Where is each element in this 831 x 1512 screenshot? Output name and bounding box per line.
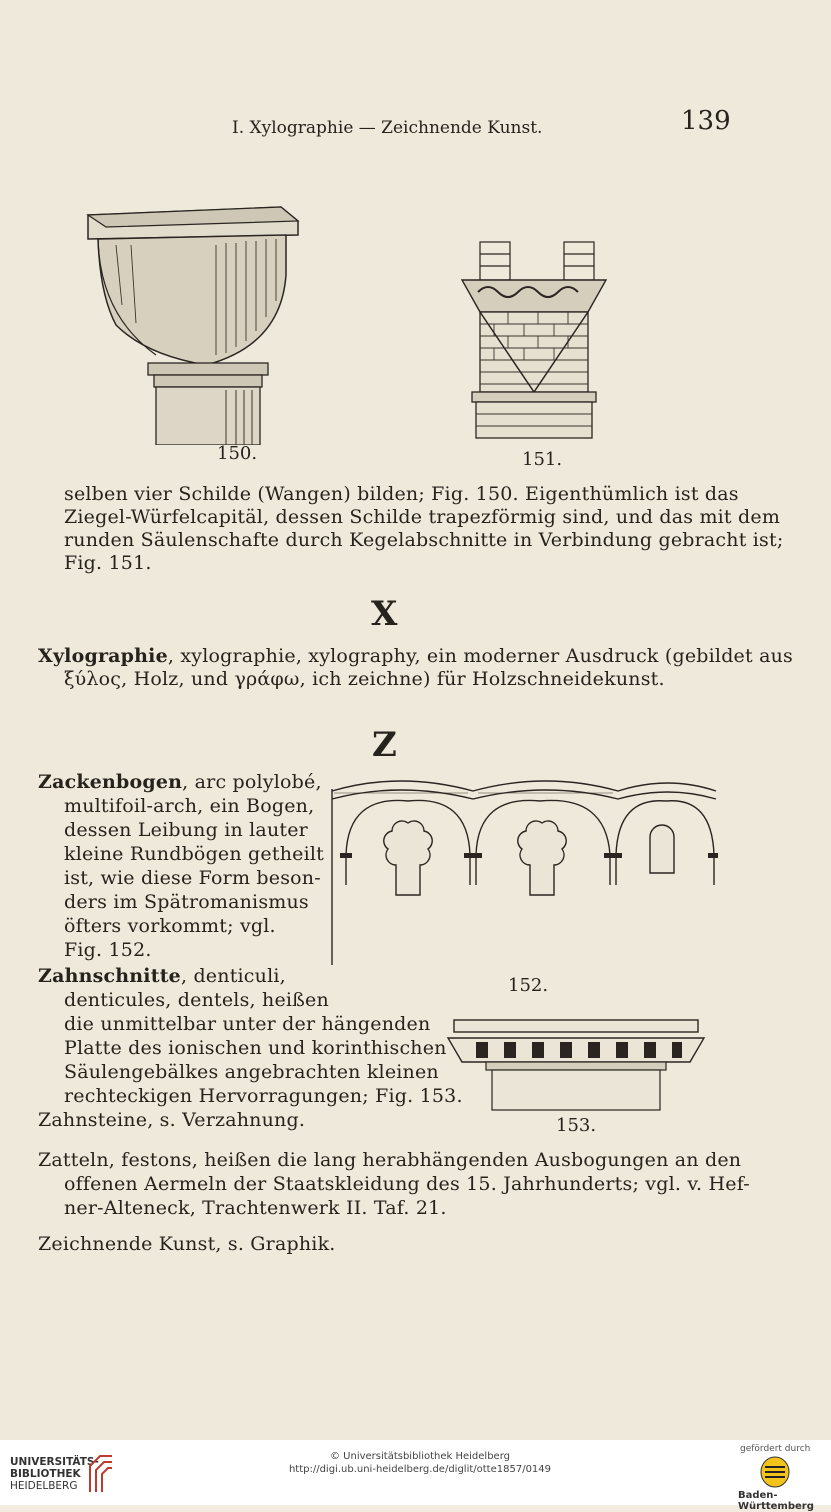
entry-xylographie — [38, 645, 793, 668]
figure-150-cushion-capital — [86, 205, 306, 445]
entry-text: , xylographie, xylography, ein moderner Ausdruck (gebildet aus — [167, 645, 793, 667]
figure-151-brick-capital — [458, 240, 608, 440]
figure-153-label: 153. — [556, 1115, 597, 1136]
text-line: ner-Alteneck, Trachtenwerk II. Taf. 21. — [64, 1197, 447, 1219]
figure-152-multifoil-arches — [328, 775, 720, 965]
library-line: BIBLIOTHEK — [10, 1468, 81, 1480]
text-line: runden Säulenschafte durch Kegelabschnitte in Verbindung gebracht ist; — [64, 529, 784, 551]
entry-zahnschnitte — [38, 965, 286, 988]
text-line: Fig. 152. — [64, 939, 152, 961]
entry-zatteln: Zatteln, festons, heißen die lang herabhängenden Ausbogungen an den — [38, 1149, 742, 1171]
text-line: Säulengebälkes angebrachten kleinen — [64, 1061, 439, 1083]
entry-term: Xylographie — [38, 645, 168, 667]
section-letter-z: Z — [372, 725, 397, 765]
sponsor-label: gefördert durch — [740, 1444, 811, 1454]
entry-text: , denticuli, — [180, 965, 286, 987]
figure-151-label: 151. — [522, 449, 563, 470]
entry-zeichnende-kunst: Zeichnende Kunst, s. Graphik. — [38, 1233, 336, 1255]
text-line: denticules, dentels, heißen — [64, 989, 329, 1011]
footer-bar — [0, 1440, 831, 1512]
text-line: öfters vorkommt; vgl. — [64, 915, 276, 937]
text-line: multifoil-arch, ein Bogen, — [64, 795, 315, 817]
text-line: Fig. 151. — [64, 552, 152, 574]
library-line: UNIVERSITÄTS- — [10, 1456, 99, 1468]
state-name: Baden-Württemberg — [738, 1490, 814, 1512]
text-line: ξύλος, Holz, und γράφω, ich zeichne) für Holzschneidekunst. — [64, 668, 665, 690]
state-coat-of-arms-icon — [760, 1456, 790, 1488]
text-line: offenen Aermeln der Staatskleidung des 15. Jahrhunderts; vgl. v. Hef- — [64, 1173, 750, 1195]
text-line: Ziegel-Würfelcapitäl, dessen Schilde trapezförmig sind, und das mit dem — [64, 506, 781, 528]
text-line: die unmittelbar unter der hängenden — [64, 1013, 431, 1035]
library-logo-icon — [86, 1452, 116, 1494]
entry-zahnsteine: Zahnsteine, s. Verzahnung. — [38, 1109, 306, 1131]
figure-153-dentil-cornice — [446, 1018, 706, 1114]
text-line: ist, wie diese Form beson- — [64, 867, 321, 889]
text-line: ders im Spätromanismus — [64, 891, 309, 913]
source-url[interactable]: http://digi.ub.uni-heidelberg.de/diglit/otte1857/0149 — [288, 1464, 552, 1475]
copyright: © Universitätsbibliothek Heidelberg — [329, 1451, 510, 1462]
text-line: dessen Leibung in lauter — [64, 819, 308, 841]
entry-text: , arc polylobé, — [182, 771, 322, 793]
entry-term: Zahnschnitte — [38, 965, 181, 987]
text-line: kleine Rundbögen getheilt — [64, 843, 324, 865]
entry-term: Zackenbogen — [38, 771, 183, 793]
text-line: rechteckigen Hervorragungen; Fig. 153. — [64, 1085, 463, 1107]
library-line: HEIDELBERG — [10, 1480, 78, 1492]
text-line: Platte des ionischen und korinthischen — [64, 1037, 447, 1059]
figure-152-label: 152. — [508, 975, 549, 996]
section-letter-x: X — [371, 594, 398, 634]
figure-150-label: 150. — [217, 443, 258, 464]
text-line: selben vier Schilde (Wangen) bilden; Fig. 150. Eigenthümlich ist das — [64, 483, 739, 505]
entry-zackenbogen — [38, 771, 322, 794]
running-title: I. Xylographie — Zeichnende Kunst. — [232, 118, 543, 138]
page-number: 139 — [681, 106, 731, 136]
